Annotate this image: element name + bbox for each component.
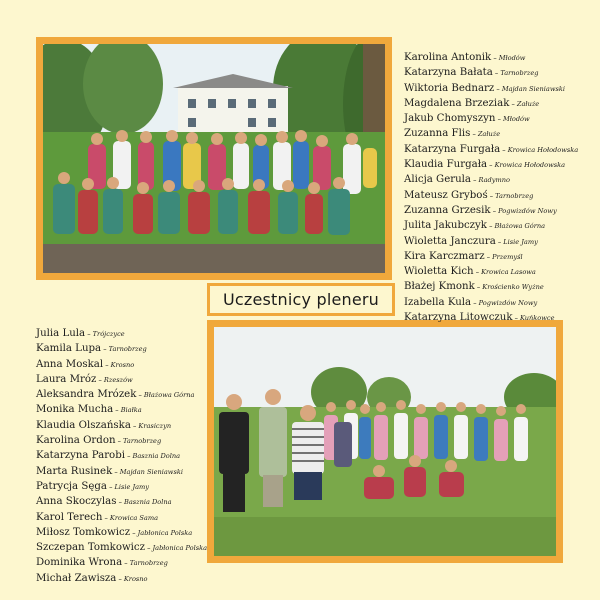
participant-name: Szczepan Tomkowicz: [36, 542, 145, 554]
participant-item: Katarzyna Parobi – Basznia Dolna: [36, 450, 181, 462]
participant-name: Patrycja Sęga: [36, 480, 107, 492]
participant-name: Klaudia Furgała: [404, 159, 488, 171]
participant-place: Basznia Dolna: [123, 498, 172, 507]
participant-place: Krosno: [123, 574, 148, 583]
participant-name: Wioletta Janczura: [404, 235, 496, 247]
participant-name: Julia Lula: [36, 328, 86, 339]
participant-name: Kira Karczmarz: [404, 250, 485, 262]
participant-item: Wiktoria Bednarz – Majdan Sieniawski: [404, 82, 565, 94]
participant-item: Monika Mucha – Białka: [36, 404, 142, 416]
participant-item: Katarzyna Litowczuk – Kuńkowce: [404, 312, 555, 324]
group-photo-1-frame: [36, 37, 392, 280]
participant-name: Michał Zawisza: [36, 572, 117, 584]
participant-name: Błażej Kmonk: [404, 281, 475, 293]
participants-list-left: [36, 323, 208, 583]
participant-place: Młodów: [498, 54, 526, 62]
participant-place: Krowica Hołodowska: [494, 161, 566, 170]
participant-item: Karolina Antonik – Młodów: [404, 52, 526, 63]
participant-place: Tarnobrzeg: [129, 559, 168, 568]
participant-item: Mateusz Gryboś – Tarnobrzeg: [404, 189, 534, 201]
participant-item: Miłosz Tomkowicz – Jabłonica Polska: [36, 526, 193, 538]
participant-name: Julita Jakubczyk: [404, 220, 487, 232]
participant-item: Patrycja Sęga – Lisie Jamy: [36, 480, 149, 492]
participant-item: Dominika Wrona – Tarnobrzeg: [36, 557, 168, 569]
participant-place: Majdan Sieniawski: [119, 467, 183, 476]
participant-place: Krowica Sama: [109, 513, 159, 522]
participant-item: Katarzyna Bałata – Tarnobrzeg: [404, 67, 539, 79]
participant-item: Wioletta Kich – Krowica Lasowa: [404, 266, 536, 278]
participant-name: Jakub Chomyszyn: [404, 113, 496, 125]
participant-place: Krasiczyn: [138, 421, 172, 430]
participant-item: Izabella Kula – Pogwizdów Nowy: [404, 296, 538, 308]
participant-item: Anna Moskal – Krosno: [36, 358, 135, 370]
participant-name: Dominika Wrona: [36, 557, 123, 569]
participant-name: Alicja Gerula: [404, 174, 471, 186]
participant-item: Julia Lula – Trójczyce: [36, 328, 125, 339]
participant-name: Miłosz Tomkowicz: [36, 526, 131, 538]
participant-item: Karolina Ordon – Tarnobrzeg: [36, 435, 162, 447]
participant-name: Kamila Lupa: [36, 343, 102, 355]
participant-item: Kamila Lupa – Tarnobrzeg: [36, 343, 147, 355]
participant-place: Krowica Lasowa: [481, 268, 536, 277]
participant-place: Radymno: [478, 176, 510, 185]
participant-place: Pogwizdów Nowy: [498, 206, 557, 215]
participant-place: Majdan Sieniawski: [501, 84, 565, 93]
participant-item: Aleksandra Mrózek – Błażowa Górna: [36, 389, 195, 401]
participant-place: Tarnobrzeg: [495, 191, 534, 200]
participant-name: Karolina Antonik: [404, 52, 492, 63]
participant-place: Tarnobrzeg: [500, 69, 539, 78]
participant-place: Pogwizdów Nowy: [478, 298, 538, 307]
participant-name: Karol Terech: [36, 511, 103, 523]
participant-item: Wioletta Janczura – Lisie Jamy: [404, 235, 538, 247]
participant-name: Wiktoria Bednarz: [404, 82, 495, 94]
participant-name: Katarzyna Bałata: [404, 67, 493, 79]
participant-item: Zuzanna Flis – Załuże: [404, 128, 501, 140]
participant-place: Trójczyce: [92, 330, 125, 338]
participant-item: Błażej Kmonk – Krościenko Wyżne: [404, 281, 544, 293]
participant-name: Klaudia Olszańska: [36, 419, 131, 431]
participant-name: Magdalena Brzeziak: [404, 97, 510, 109]
page-title: Uczestnicy pleneru: [210, 286, 392, 313]
participant-place: Krowica Hołodowska: [507, 145, 579, 154]
participant-item: Szczepan Tomkowicz – Jabłonica Polska: [36, 542, 208, 554]
group-photo-2-frame: [207, 320, 563, 563]
participant-item: Julita Jakubczyk – Błażowa Górna: [404, 220, 546, 232]
participant-item: Katarzyna Furgała – Krowica Hołodowska: [404, 143, 579, 155]
participant-place: Jabłonica Polska: [137, 528, 193, 537]
participant-place: Kuńkowce: [520, 314, 555, 323]
participant-item: Marta Rusinek – Majdan Sieniawski: [36, 465, 183, 477]
participant-place: Krościenko Wyżne: [482, 283, 544, 292]
participants-list-right: [404, 47, 600, 322]
participant-place: Przemyśl: [492, 252, 523, 261]
participant-item: Klaudia Olszańska – Krasiczyn: [36, 419, 172, 431]
participant-item: Anna Skoczylas – Basznia Dolna: [36, 496, 172, 508]
participant-place: Załuże: [516, 99, 540, 108]
participant-name: Zuzanna Flis: [404, 128, 471, 140]
participant-place: Błażowa Górna: [494, 222, 546, 231]
participant-name: Zuzanna Grzesik: [404, 204, 491, 216]
participant-name: Izabella Kula: [404, 296, 472, 308]
participant-item: Magdalena Brzeziak – Załuże: [404, 97, 540, 109]
participant-item: Zuzanna Grzesik – Pogwizdów Nowy: [404, 204, 557, 216]
participant-name: Anna Moskal: [36, 358, 104, 370]
participant-name: Anna Skoczylas: [36, 496, 117, 508]
participant-name: Karolina Ordon: [36, 435, 116, 447]
participant-item: Laura Mróz – Rzeszów: [36, 373, 133, 385]
participant-name: Mateusz Gryboś: [404, 189, 488, 201]
participant-name: Marta Rusinek: [36, 465, 113, 477]
participant-item: Michał Zawisza – Krosno: [36, 572, 148, 584]
participant-place: Załuże: [477, 130, 501, 139]
title-frame: [207, 283, 395, 316]
participant-place: Tarnobrzeg: [108, 345, 147, 354]
participant-place: Tarnobrzeg: [123, 437, 162, 446]
participant-name: Katarzyna Furgała: [404, 143, 501, 155]
participant-place: Rzeszów: [103, 375, 133, 384]
participant-name: Aleksandra Mrózek: [36, 389, 137, 401]
participant-place: Basznia Dolna: [132, 452, 181, 461]
participant-item: Karol Terech – Krowica Sama: [36, 511, 159, 523]
participant-place: Lisie Jamy: [503, 237, 538, 246]
participant-place: Młodów: [502, 115, 530, 124]
participant-name: Katarzyna Litowczuk: [404, 312, 513, 324]
participant-place: Błażowa Górna: [143, 391, 195, 400]
group-photo-1: [43, 44, 385, 273]
participant-name: Katarzyna Parobi: [36, 450, 125, 462]
participant-name: Laura Mróz: [36, 373, 97, 385]
participant-place: Jabłonica Polska: [152, 544, 208, 553]
group-photo-2: [214, 327, 556, 556]
participant-name: Monika Mucha: [36, 404, 114, 416]
participant-place: Krosno: [110, 360, 135, 369]
participant-name: Wioletta Kich: [404, 266, 474, 278]
participant-place: Białka: [120, 406, 142, 415]
participant-item: Klaudia Furgała – Krowica Hołodowska: [404, 159, 566, 171]
participant-item: Jakub Chomyszyn – Młodów: [404, 113, 530, 125]
participant-item: Alicja Gerula – Radymno: [404, 174, 510, 186]
participant-place: Lisie Jamy: [114, 482, 149, 491]
participant-item: Kira Karczmarz – Przemyśl: [404, 250, 523, 262]
